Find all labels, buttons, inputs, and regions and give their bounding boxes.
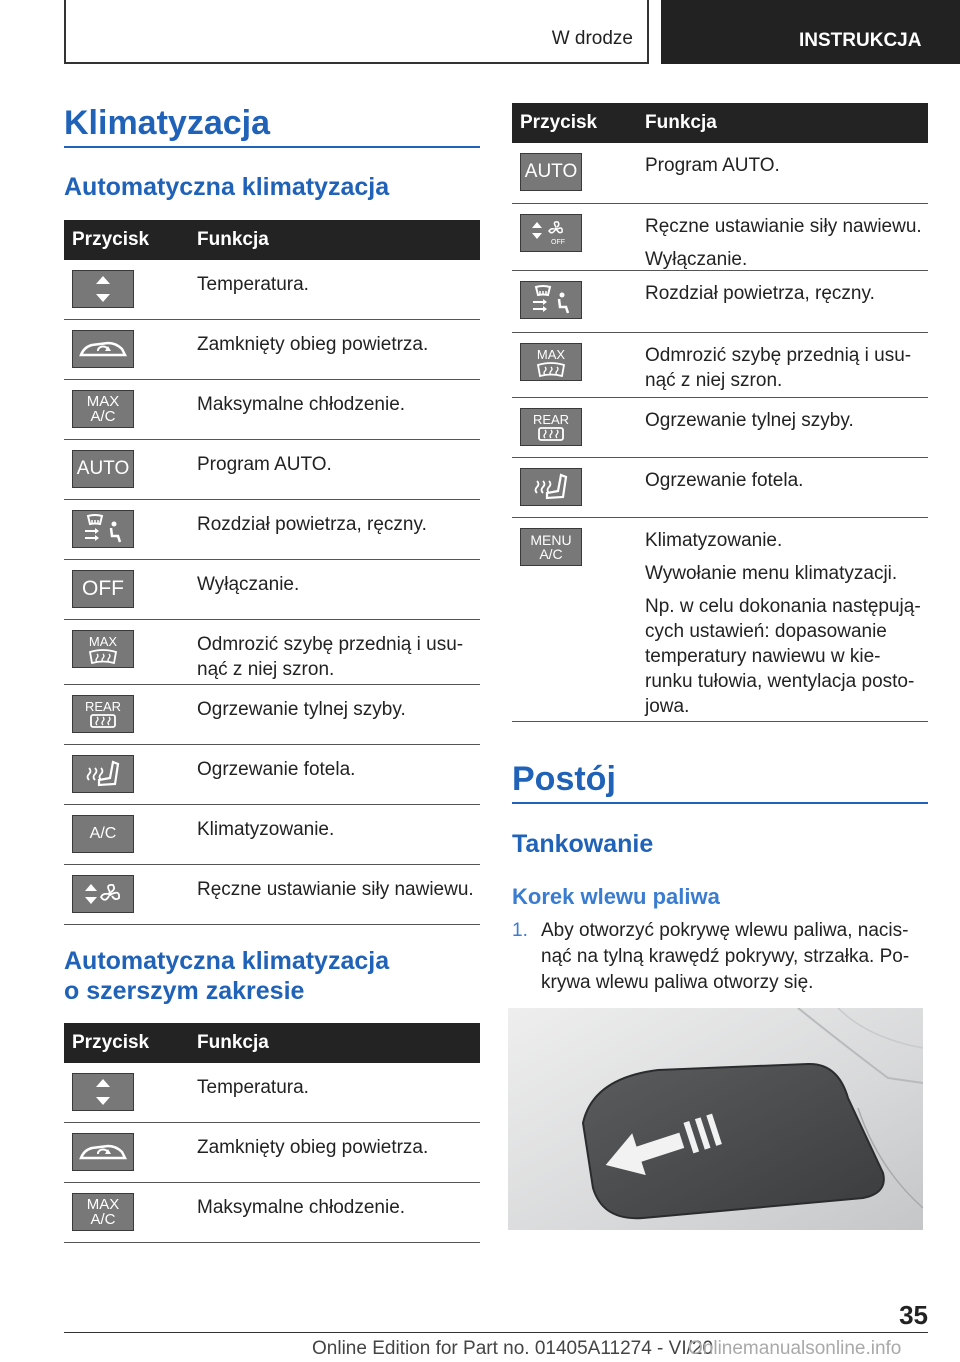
table-row: [64, 320, 480, 380]
table-row: [512, 518, 928, 722]
controls-table-extended-ac: [64, 1023, 480, 1243]
function-text: Program AUTO.: [645, 155, 780, 176]
off-icon: [72, 570, 134, 608]
max-label: MAX: [536, 346, 566, 362]
menu-ac-icon: [520, 528, 582, 566]
table-row: [64, 440, 480, 500]
subsection-heading-fuel-cap: Korek wlewu paliwa: [512, 884, 720, 909]
step-text: Aby otworzyć pokrywę wlewu paliwa, nacis- nąć na tylną krawędź pokrywy, strzałka. Po- krywa wlewu paliwa otworzy się.: [541, 920, 910, 993]
function-text: Wyłączanie.: [197, 574, 300, 595]
watermark: Onlinemanualsonline.info: [688, 1338, 902, 1359]
function-text: Temperatura.: [197, 1077, 309, 1098]
fan-off-icon: [520, 214, 582, 252]
auto-icon: [72, 450, 134, 488]
step-number: 1.: [512, 920, 528, 941]
column-header-function: Funkcja: [645, 112, 717, 133]
function-text: Rozdział powietrza, ręczny.: [197, 514, 427, 535]
max-defrost-icon: [72, 630, 134, 668]
header-section-box: [64, 0, 649, 64]
function-text: Wywołanie menu klimatyzacji.: [645, 563, 898, 584]
function-text: Klimatyzowanie.: [645, 530, 783, 551]
function-text: Zamknięty obieg powietrza.: [197, 1137, 429, 1158]
max-label: MAX: [86, 393, 120, 410]
section-title-parking: Postój: [512, 760, 616, 798]
function-text: Temperatura.: [197, 274, 309, 295]
table-header: [64, 1023, 480, 1063]
max-ac-icon: [72, 1193, 134, 1231]
table-row: [64, 1123, 480, 1183]
table-row: [64, 1183, 480, 1243]
table-row: [64, 560, 480, 620]
fan-off-label: OFF: [551, 239, 565, 246]
ac-label: A/C: [90, 1211, 116, 1228]
column-header-button: Przycisk: [72, 229, 150, 250]
fuel-flap-photo: [508, 1008, 923, 1230]
recirculation-icon: [72, 1133, 134, 1171]
table-header: [512, 103, 928, 143]
table-row: [512, 143, 928, 204]
header-tab-label: INSTRUKCJA: [799, 30, 922, 51]
function-text: Ręczne ustawianie siły nawiewu.: [645, 216, 922, 237]
footer-rule: [64, 1332, 928, 1333]
function-text: Ogrzewanie tylnej szyby.: [645, 410, 854, 431]
section-heading-refueling: Tankowanie: [512, 830, 654, 858]
table-header: [64, 220, 480, 260]
title-rule: [64, 146, 480, 148]
header-tab: [661, 0, 960, 64]
function-text: Ogrzewanie fotela.: [197, 759, 356, 780]
auto-label: AUTO: [76, 458, 130, 479]
function-text: Maksymalne chłodzenie.: [197, 394, 406, 415]
table-row: [64, 500, 480, 560]
auto-icon: [520, 153, 582, 191]
function-text: Program AUTO.: [197, 454, 332, 475]
table-row: [512, 458, 928, 518]
auto-label: AUTO: [524, 161, 578, 182]
column-header-function: Funkcja: [197, 1032, 269, 1053]
table-row: [64, 865, 480, 925]
max-defrost-icon: [520, 343, 582, 381]
column-header-button: Przycisk: [520, 112, 598, 133]
function-text: Ręczne ustawianie siły nawiewu.: [197, 879, 474, 900]
table-row: [512, 271, 928, 333]
ac-label: A/C: [539, 546, 563, 562]
page-number: 35: [899, 1300, 928, 1330]
column-header-button: Przycisk: [72, 1032, 150, 1053]
function-text: Rozdział powietrza, ręczny.: [645, 283, 875, 304]
table-row: [64, 1063, 480, 1123]
title-rule: [512, 802, 928, 804]
table-row: [64, 805, 480, 865]
seat-heating-icon: [72, 755, 134, 793]
table-row: [64, 260, 480, 320]
function-text: Ogrzewanie fotela.: [645, 470, 804, 491]
table-row: [64, 380, 480, 440]
ac-label: A/C: [89, 825, 117, 842]
function-text: Maksymalne chłodzenie.: [197, 1197, 406, 1218]
temperature-arrows-icon: [72, 270, 134, 308]
max-label: MAX: [88, 633, 118, 649]
ac-icon: [72, 815, 134, 853]
table-row: [512, 204, 928, 271]
function-text: Odmrozić szybę przednią i usu- nąć z niej szron.: [645, 345, 912, 391]
table-row: [64, 620, 480, 685]
menu-label: MENU: [530, 532, 572, 548]
off-label: OFF: [82, 577, 124, 600]
rear-label: REAR: [532, 411, 570, 427]
table-row: [64, 685, 480, 745]
table-row: [512, 333, 928, 398]
fan-speed-icon: [72, 875, 134, 913]
footer-edition: Online Edition for Part no. 01405A11274 - VI/20: [312, 1338, 714, 1359]
header-section-label: W drodze: [551, 28, 633, 49]
page-title: Klimatyzacja: [64, 104, 270, 142]
table-row: [64, 745, 480, 805]
air-distribution-icon: [72, 510, 134, 548]
max-label: MAX: [86, 1196, 120, 1213]
recirculation-icon: [72, 330, 134, 368]
rear-defrost-icon: [520, 408, 582, 446]
section-heading-extended-ac: Automatyczna klimatyzacja o szerszym zakresie: [64, 947, 390, 1005]
rear-defrost-icon: [72, 695, 134, 733]
seat-heating-icon: [520, 468, 582, 506]
function-text: Odmrozić szybę przednią i usu- nąć z niej szron.: [197, 634, 464, 680]
temperature-arrows-icon: [72, 1073, 134, 1111]
ac-label: A/C: [90, 408, 116, 425]
rear-label: REAR: [84, 698, 122, 714]
function-text: Wyłączanie.: [645, 249, 748, 270]
section-heading-auto-ac: Automatyczna klimatyzacja: [64, 173, 390, 201]
table-row: [512, 398, 928, 458]
function-text: Zamknięty obieg powietrza.: [197, 334, 429, 355]
function-text: Np. w celu dokonania następują- cych ustawień: dopasowanie temperatury nawiewu w kie- runku tułowia, wentylacja posto- jowa.: [645, 596, 921, 717]
max-ac-icon: [72, 390, 134, 428]
column-header-function: Funkcja: [197, 229, 269, 250]
air-distribution-icon: [520, 281, 582, 319]
function-text-group: [645, 528, 928, 727]
function-text: Ogrzewanie tylnej szyby.: [197, 699, 406, 720]
controls-table-continued: [512, 103, 928, 722]
function-text: Klimatyzowanie.: [197, 819, 335, 840]
controls-table-auto-ac: [64, 220, 480, 925]
